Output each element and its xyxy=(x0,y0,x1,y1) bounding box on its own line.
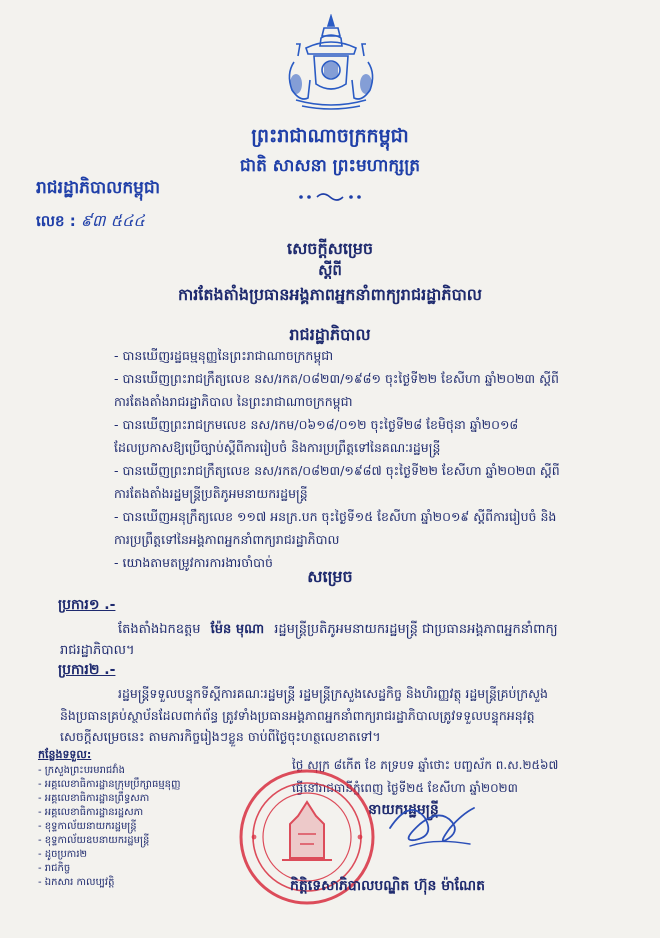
article-2-label: ប្រការ២ .- xyxy=(58,662,116,678)
appointee-name: ម៉ែន មុណា xyxy=(210,622,265,637)
recipient-item: - អគ្គលេខាធិការដ្ឋានព្រឹទ្ធសភា xyxy=(38,793,150,804)
list-item: - បានឃើញព្រះរាជក្រមលេខ នស/រកម/០៦១៨/០១២ ចុះថ្ងៃទី២៨ ខែមិថុនា ឆ្នាំ២០១៨ xyxy=(114,417,519,432)
list-item: - បានឃើញរដ្ឋធម្មនុញ្ញនៃព្រះរាជាណាចក្រកម្ពុជា xyxy=(114,348,334,363)
article-1-pre: តែងតាំងឯកឧត្តម xyxy=(118,622,201,637)
article-1-line2: រាជរដ្ឋាភិបាល។ xyxy=(60,643,135,658)
article-1-label: ប្រការ១ .- xyxy=(58,597,116,613)
list-item: - បានឃើញអនុក្រឹត្យលេខ ១១៧ អនក្រ.បក ចុះថ្ងៃទី១៥ ខែសីហា ឆ្នាំ២០១៩ ស្តីពីការរៀបចំ និង xyxy=(114,509,557,524)
national-motto: ជាតិ សាសនា ព្រះមហាក្សត្រ xyxy=(239,156,421,176)
number-value: ៩៣ ៥៤៤ xyxy=(80,211,145,230)
recipient-item: - ក្រសួងព្រះបរមរាជវាំង xyxy=(38,765,125,776)
recipient-item: - អគ្គលេខាធិការដ្ឋានក្រុមប្រឹក្សាធម្មនុញ្ញ xyxy=(38,779,181,790)
royal-coat-of-arms-emblem xyxy=(276,14,386,112)
list-item: ដែលប្រកាសឱ្យប្រើច្បាប់ស្តីពីការរៀបចំ និងការប្រព្រឹត្តទៅនៃគណៈរដ្ឋមន្ត្រី xyxy=(114,440,441,455)
recipient-item: - អគ្គលេខាធិការដ្ឋានរដ្ឋសភា xyxy=(38,807,144,818)
signatory-name: កិត្តិទេសាភិបាលបណ្ឌិត ហ៊ុន ម៉ាណែត xyxy=(290,878,486,894)
recipient-item: - ឯកសារ កាលប្បវត្តិ xyxy=(38,877,115,888)
decision-type: សេចក្តីសម្រេច xyxy=(286,239,373,258)
recipients-list xyxy=(38,748,208,891)
solar-date: ធ្វើនៅរាជធានីភ្នំពេញ ថ្ងៃទី២៥ ខែសីហា ឆ្នាំ២០២៣ xyxy=(292,781,518,795)
list-item: - បានឃើញព្រះរាជក្រឹត្យលេខ នស/រកត/០៨២៣/១៩៨១ ចុះថ្ងៃទី២២ ខែសីហា ឆ្នាំ២០២៣ ស្តីពី xyxy=(114,371,559,386)
number-label: លេខ : xyxy=(36,212,76,230)
article-1-text xyxy=(118,622,558,638)
ornament-divider-icon xyxy=(293,190,367,204)
kingdom-title: ព្រះរាជាណាចក្រកម្ពុជា xyxy=(251,125,409,147)
reference-number xyxy=(36,213,145,229)
signatory-title: នាយករដ្ឋមន្ត្រី xyxy=(368,802,439,818)
list-item: - យោងតាមតម្រូវការការងារចាំបាច់ xyxy=(114,555,273,570)
preamble-list xyxy=(114,348,634,578)
article-1-post: រដ្ឋមន្ត្រីប្រតិភូអមនាយករដ្ឋមន្ត្រី ជាប្រធានអង្គភាពអ្នកនាំពាក្យ xyxy=(274,622,558,637)
decides-heading: សម្រេច xyxy=(307,567,353,586)
recipient-item: - ខុទ្ទកាល័យឧបនាយករដ្ឋមន្ត្រី xyxy=(38,835,150,846)
recipient-item: - ខុទ្ទកាល័យនាយករដ្ឋមន្ត្រី xyxy=(38,821,137,832)
handwritten-signature xyxy=(380,788,480,854)
decision-subject: ការតែងតាំងប្រធានអង្គភាពអ្នកនាំពាក្យរាជរដ្ឋាភិបាល xyxy=(177,285,483,304)
issuer-name: រាជរដ្ឋាភិបាលកម្ពុជា xyxy=(36,178,161,198)
recipients-heading: កន្លែងទទួល: xyxy=(38,748,92,761)
decision-about: ស្តីពី xyxy=(318,261,342,279)
list-item: ការតែងតាំងរាជរដ្ឋាភិបាល នៃព្រះរាជាណាចក្រកម្ពុជា xyxy=(114,394,353,409)
article-2-line: រដ្ឋមន្ត្រីទទួលបន្ទុកទីស្តីការគណៈរដ្ឋមន្ត្រី រដ្ឋមន្ត្រីក្រសួងសេដ្ឋកិច្ច និងហិរញ្ញវត្ថុ រដ្ឋមន្ត្រីគ្រប់ក្រសួង xyxy=(118,686,548,701)
government-heading: រាជរដ្ឋាភិបាល xyxy=(289,325,371,344)
recipient-item: - ដូចប្រការ២ xyxy=(38,849,88,860)
list-item: ការប្រព្រឹត្តទៅនៃអង្គភាពអ្នកនាំពាក្យរាជរដ្ឋាភិបាល xyxy=(114,532,340,547)
article-2-line: និងប្រធានគ្រប់ស្ថាប័នដែលពាក់ព័ន្ធ ត្រូវទាំងប្រធានអង្គភាពអ្នកនាំពាក្យរាជរដ្ឋាភិបាលត្រូវទទួលបន្ទុកអនុវត្ត xyxy=(60,708,535,723)
list-item: ការតែងតាំងរដ្ឋមន្ត្រីប្រតិភូអមនាយករដ្ឋមន្ត្រី xyxy=(114,486,308,501)
list-item: - បានឃើញព្រះរាជក្រឹត្យលេខ នស/រកត/០៨២៣/១៩៨៧ ចុះថ្ងៃទី២២ ខែសីហា ឆ្នាំ២០២៣ ស្តីពី xyxy=(114,463,560,478)
recipient-item: - រាជកិច្ច xyxy=(38,863,71,874)
lunar-date: ថ្ងៃ សុក្រ ៨កើត ខែ ភទ្របទ ឆ្នាំថោះ បញ្ចស័ក ព.ស.២៥៦៧ xyxy=(292,758,559,772)
article-2-line: សេចក្តីសម្រេចនេះ តាមភារកិច្ចរៀងៗខ្លួន ចាប់ពីថ្ងៃចុះហត្ថលេខាតទៅ។ xyxy=(60,729,381,744)
